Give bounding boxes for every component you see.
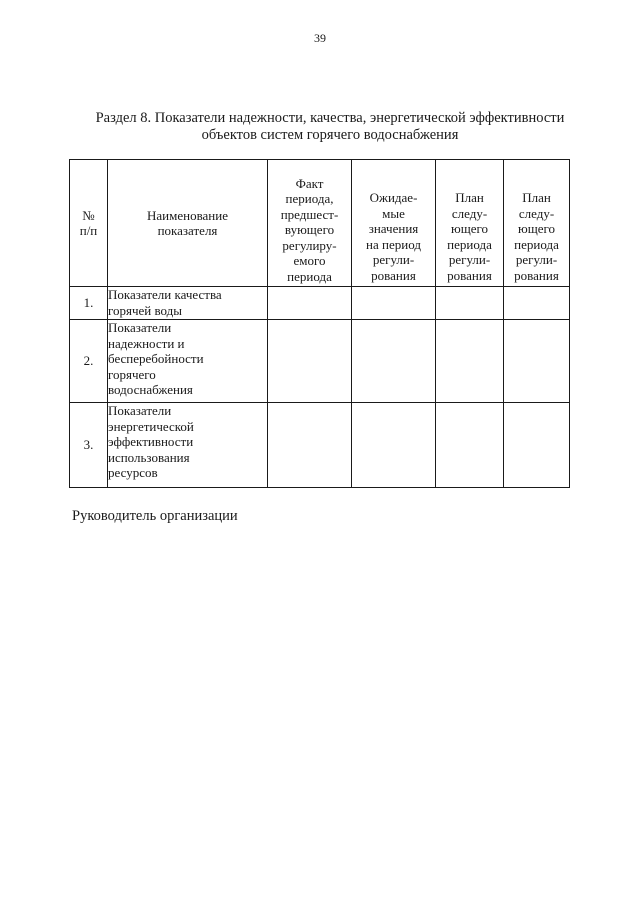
plan-next-value-cell [436, 403, 504, 488]
section-title-line-2: объектов систем горячего водоснабжения [201, 127, 459, 143]
section-title-line-1: Раздел 8. Показатели надежности, качества, энергетической эффективности [95, 110, 565, 126]
row-number-cell: 3. [70, 403, 108, 488]
expected-value-cell [352, 320, 436, 403]
table-row [70, 287, 570, 320]
header-fact-previous-period: Факт периода, предшест- вующего регулиру- емого периода [268, 160, 352, 287]
plan-following-value-cell [504, 403, 570, 488]
section-title [60, 110, 600, 144]
indicator-name-cell: Показатели качества горячей воды [108, 287, 268, 320]
signature-label: Руководитель организации [72, 508, 238, 524]
table-row [70, 403, 570, 488]
indicators-table [69, 159, 570, 488]
row-number-cell: 2. [70, 320, 108, 403]
row-number-cell: 1. [70, 287, 108, 320]
plan-following-value-cell [504, 320, 570, 403]
expected-value-cell [352, 403, 436, 488]
header-number: № п/п [70, 160, 108, 287]
expected-value-cell [352, 287, 436, 320]
table-header-row [70, 160, 570, 287]
header-plan-following-period: План следу- ющего периода регули- рования [504, 160, 570, 287]
header-name: Наименование показателя [108, 160, 268, 287]
indicator-name-cell: Показатели надежности и бесперебойности горячего водоснабжения [108, 320, 268, 403]
header-expected-values: Ожидае- мые значения на период регули- рования [352, 160, 436, 287]
indicator-name-cell: Показатели энергетической эффективности использования ресурсов [108, 403, 268, 488]
header-plan-next-period: План следу- ющего периода регули- рования [436, 160, 504, 287]
table-row [70, 320, 570, 403]
plan-following-value-cell [504, 287, 570, 320]
fact-value-cell [268, 287, 352, 320]
plan-next-value-cell [436, 320, 504, 403]
fact-value-cell [268, 320, 352, 403]
page-number: 39 [314, 31, 326, 45]
fact-value-cell [268, 403, 352, 488]
plan-next-value-cell [436, 287, 504, 320]
